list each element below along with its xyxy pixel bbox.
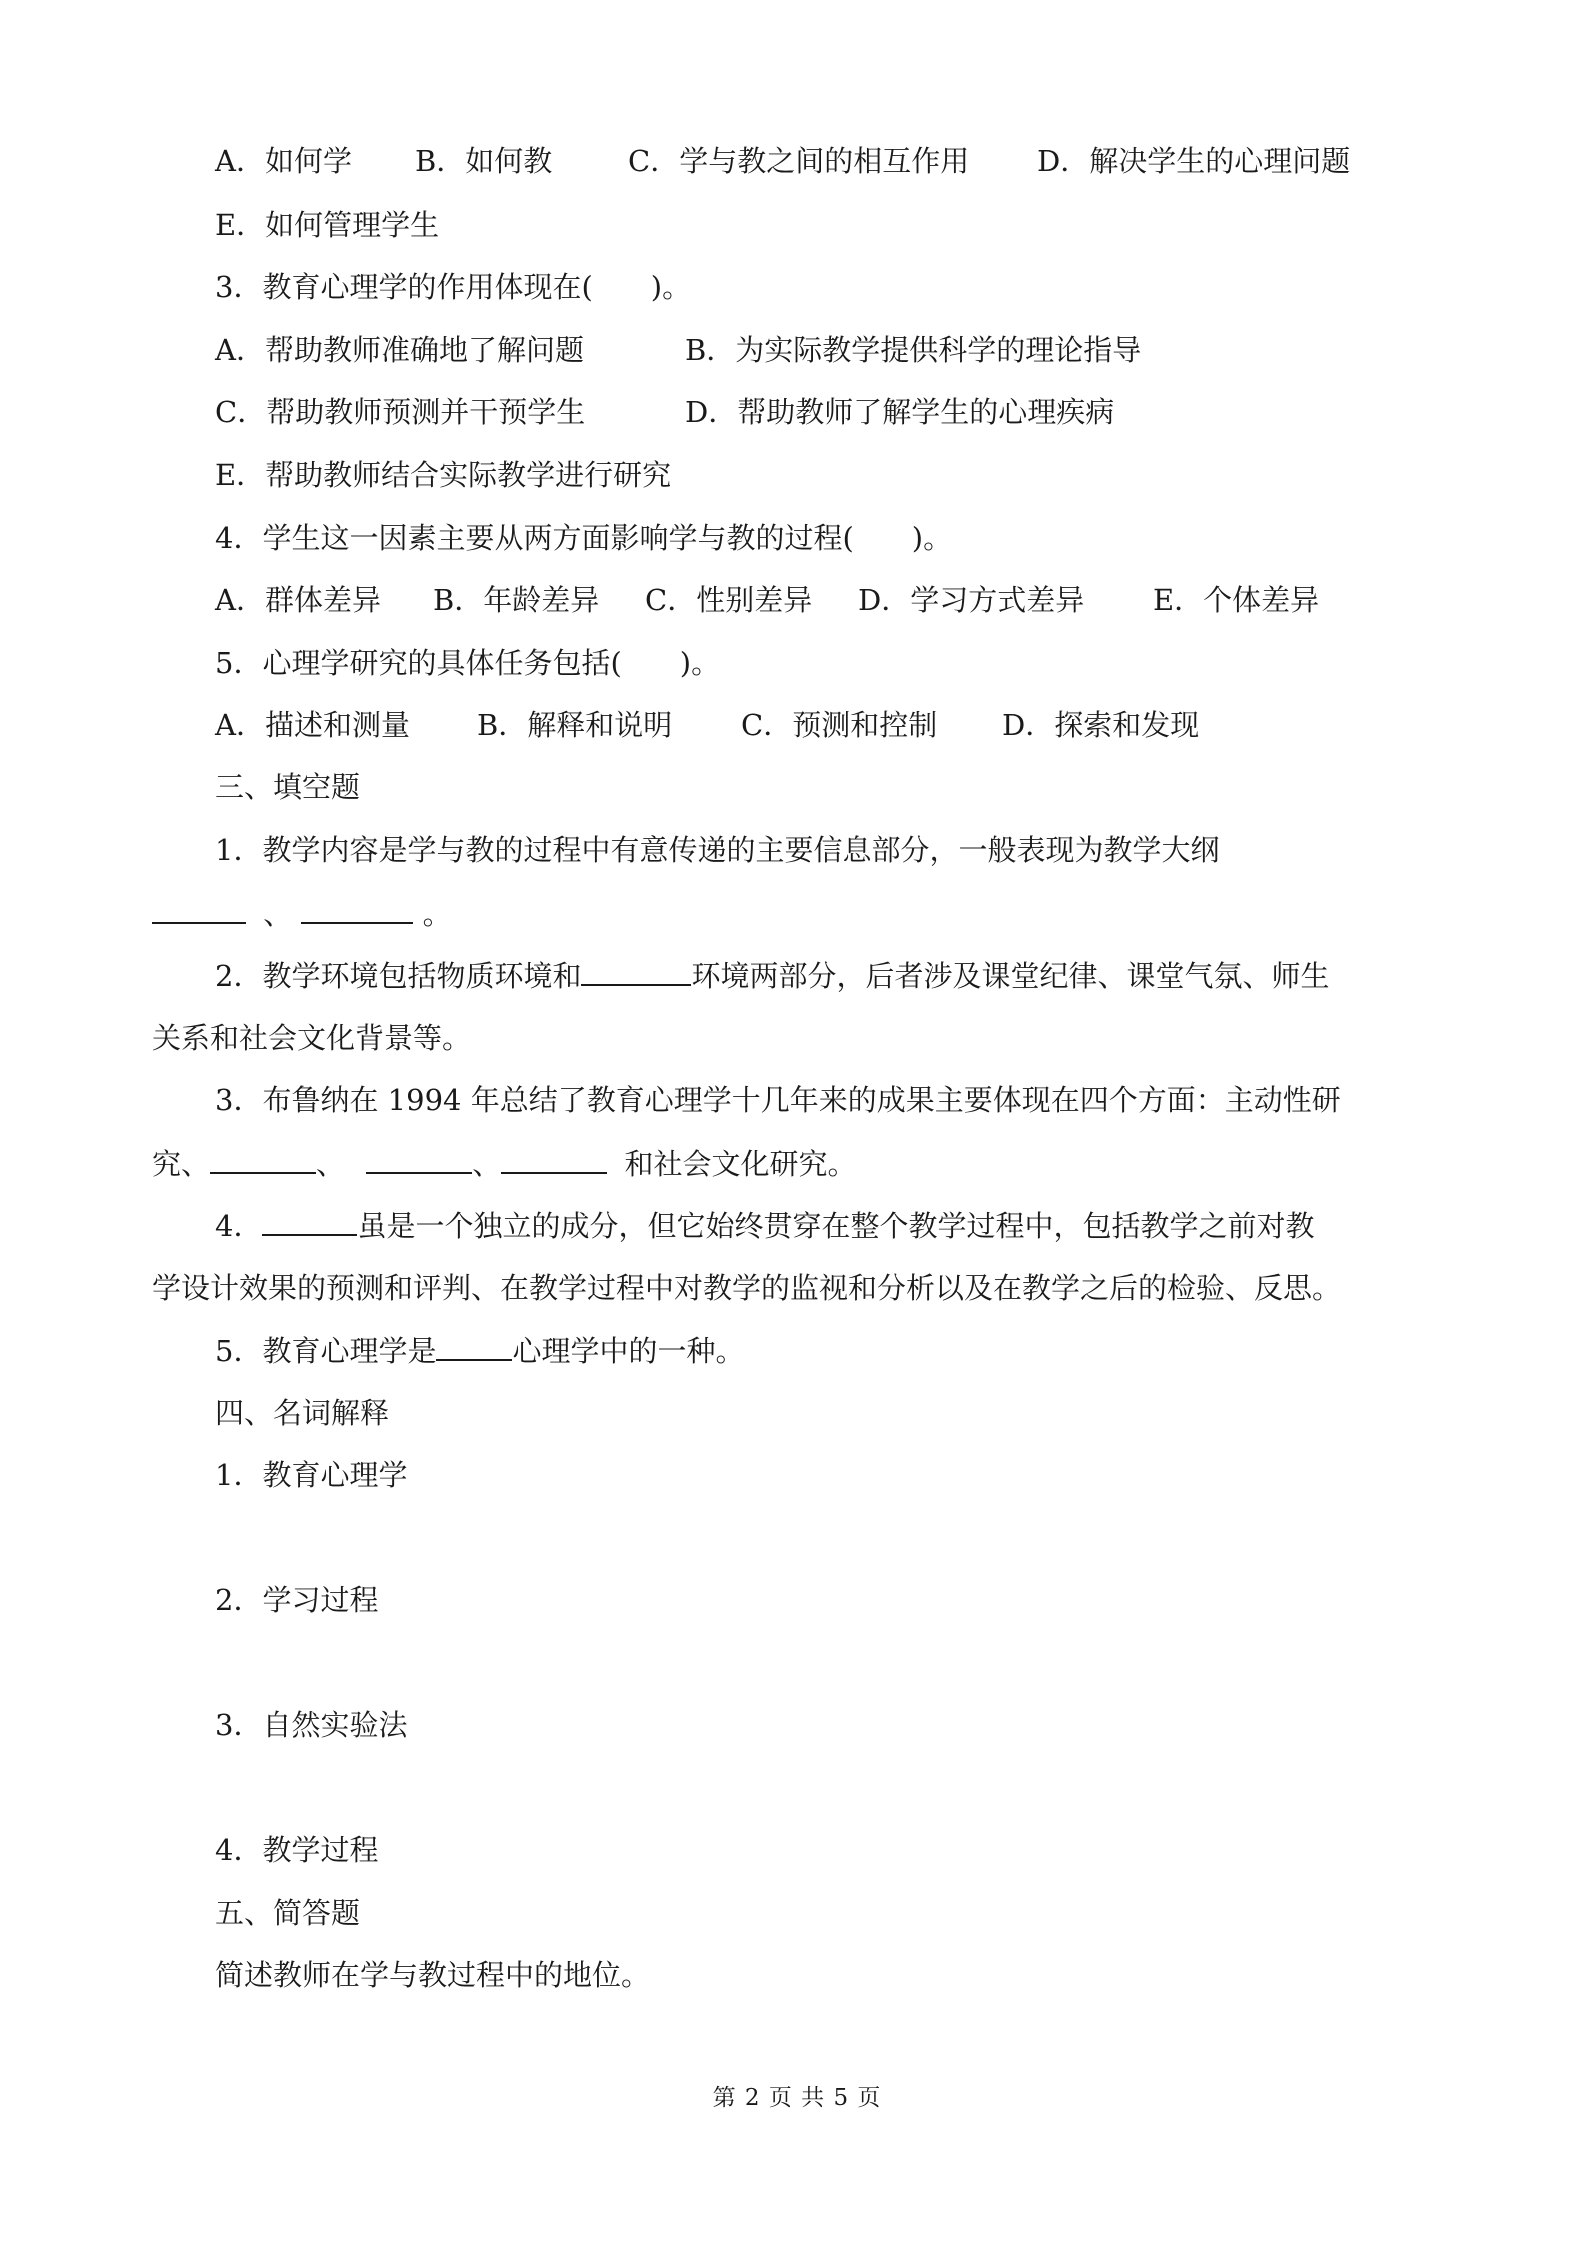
q3-option-d: D．帮助教师了解学生的心理疾病: [685, 395, 1115, 429]
fill1-line1: 1．教学内容是学与教的过程中有意传递的主要信息部分，一般表现为教学大纲: [215, 833, 1220, 867]
q4-stem: 4．学生这一因素主要从两方面影响学与教的过程( )。: [215, 521, 953, 555]
term-2: 2．学习过程: [215, 1583, 379, 1617]
q4-option-d: D．学习方式差异: [858, 583, 1085, 617]
fill5-pre: 5．教育心理学是: [215, 1334, 437, 1368]
fill3-line1: 3．布鲁纳在 1994 年总结了教育心理学十几年来的成果主要体现在四个方面：主动性研: [215, 1083, 1341, 1117]
q3-option-b: B．为实际教学提供科学的理论指导: [685, 333, 1142, 367]
q4-option-a: A．群体差异: [215, 583, 381, 617]
fill3-end: 和社会文化研究。: [624, 1147, 857, 1181]
q2-option-e: E．如何管理学生: [215, 208, 440, 242]
fill3-pre: 究、: [152, 1147, 211, 1181]
q3-option-e: E．帮助教师结合实际教学进行研究: [215, 458, 672, 492]
fill4-pre: 4．: [215, 1209, 263, 1243]
fill1-blank-1[interactable]: [152, 894, 246, 924]
term-3: 3．自然实验法: [215, 1708, 408, 1742]
fill1-line2: [152, 894, 452, 933]
fill3-blank-2[interactable]: [366, 1144, 472, 1174]
fill2-blank[interactable]: [581, 956, 691, 986]
fill1-end: 。: [422, 897, 452, 931]
section-title-fill-blank: 三、填空题: [215, 770, 361, 804]
q3-option-a: A．帮助教师准确地了解问题: [215, 333, 584, 367]
q5-option-c: C．预测和控制: [741, 708, 938, 742]
q2-option-c: C．学与教之间的相互作用: [628, 144, 970, 178]
q5-option-a: A．描述和测量: [215, 708, 410, 742]
q4-option-e: E．个体差异: [1153, 583, 1320, 617]
q3-stem: 3．教育心理学的作用体现在( )。: [215, 270, 692, 304]
fill3-blank-1[interactable]: [210, 1144, 316, 1174]
q5-option-d: D．探索和发现: [1002, 708, 1200, 742]
q4-option-b: B．年龄差异: [433, 583, 600, 617]
q4-option-c: C．性别差异: [645, 583, 813, 617]
term-4: 4．教学过程: [215, 1833, 379, 1867]
fill3-line2: [152, 1144, 857, 1183]
fill4-line2: 学设计效果的预测和评判、在教学过程中对教学的监视和分析以及在教学之后的检验、反思。: [152, 1271, 1342, 1305]
fill4-line1: [215, 1206, 1314, 1245]
fill4-post: 虽是一个独立的成分，但它始终贯穿在整个教学过程中，包括教学之前对教: [357, 1209, 1315, 1243]
fill3-separator-2: 、: [472, 1147, 502, 1181]
fill5-blank[interactable]: [436, 1331, 512, 1361]
fill1-blank-2[interactable]: [301, 894, 413, 924]
section-title-short-answer: 五、简答题: [215, 1896, 361, 1930]
q3-option-c: C．帮助教师预测并干预学生: [215, 395, 586, 429]
short-answer-1: 简述教师在学与教过程中的地位。: [215, 1958, 651, 1992]
fill5-post: 心理学中的一种。: [512, 1334, 745, 1368]
fill2-line1: [215, 956, 1329, 995]
q2-option-a: A．如何学: [215, 144, 352, 178]
q5-option-b: B．解释和说明: [477, 708, 673, 742]
page-footer: 第 2 页 共 5 页: [712, 2085, 882, 2111]
fill3-blank-3[interactable]: [501, 1144, 607, 1174]
q2-option-b: B．如何教: [415, 144, 553, 178]
section-title-terms: 四、名词解释: [215, 1396, 390, 1430]
fill2-pre: 2．教学环境包括物质环境和: [215, 959, 582, 993]
fill2-post: 环境两部分，后者涉及课堂纪律、课堂气氛、师生: [691, 959, 1330, 993]
q2-option-d: D．解决学生的心理问题: [1037, 144, 1351, 178]
term-1: 1．教育心理学: [215, 1458, 408, 1492]
fill4-blank[interactable]: [262, 1206, 357, 1236]
fill3-separator-1: 、: [316, 1147, 346, 1181]
fill1-separator: 、: [263, 897, 293, 931]
q5-stem: 5．心理学研究的具体任务包括( )。: [215, 646, 721, 680]
fill2-line2: 关系和社会文化背景等。: [152, 1021, 472, 1055]
fill5-line: [215, 1331, 744, 1370]
